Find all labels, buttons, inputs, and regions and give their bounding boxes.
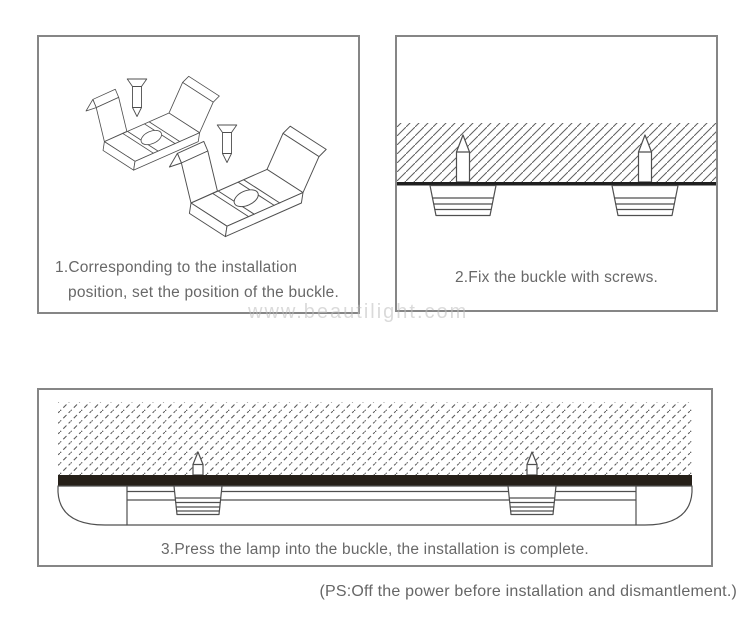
step3-panel xyxy=(37,388,713,567)
ps-note: (PS:Off the power before installation and dismantlement.) xyxy=(319,583,737,600)
step2-panel xyxy=(395,35,718,312)
step1-caption-line1: 1.Corresponding to the installation xyxy=(55,259,298,276)
fixed-buckle-1 xyxy=(430,186,496,216)
ceiling-surface-band xyxy=(58,475,692,486)
buckle-1 xyxy=(174,486,222,515)
watermark: www.beautilight.com xyxy=(248,301,469,323)
step1-caption-line2: position, set the position of the buckle. xyxy=(68,284,340,301)
ceiling-hatch xyxy=(58,402,692,475)
screw-2 xyxy=(217,125,237,163)
step2-caption: 2.Fix the buckle with screws. xyxy=(454,269,659,286)
buckle-2 xyxy=(508,486,556,515)
screw-1 xyxy=(127,79,147,117)
fixed-buckle-2 xyxy=(612,186,678,216)
step1-caption xyxy=(55,255,339,305)
step3-caption: 3.Press the lamp into the buckle, the installation is complete. xyxy=(161,541,589,558)
ceiling-hatch xyxy=(397,123,716,182)
step1-panel xyxy=(37,35,360,314)
